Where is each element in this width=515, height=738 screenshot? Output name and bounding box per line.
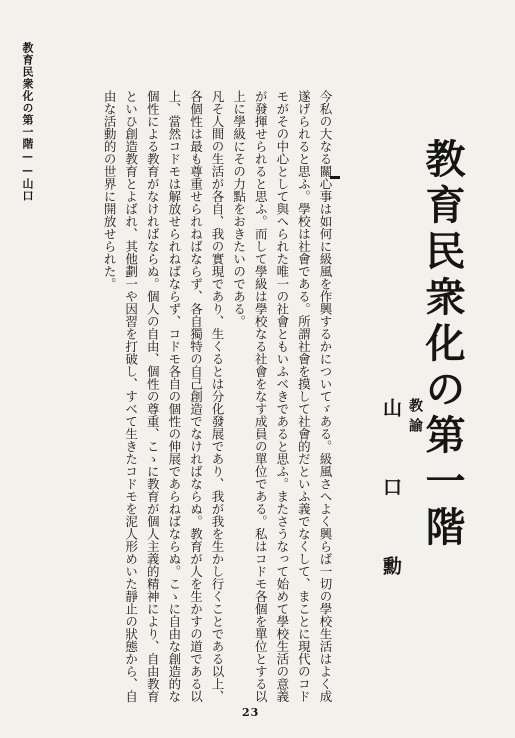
- paragraph-2: 凡そ人間の生活が各自、我の實現であり、生くるとは分化發展であり、我が我を生かし行くことである以上、各個性は最も尊重せられねばならず、各自獨特の自己創造でなければならぬ。教育が人を生かすの道である以上、當然コドモは解放せられねばならず、コドモ各自の個性の伸展であらねばならぬ。こゝに自由な創造的な個性による教育がなければならぬ。個人の自由、個性の尊重、こゝに教育が個人主義的精神により、自由教育といひ創造教育とよばれ、其他劃一や因習を打破し、すべて生きたコドモを泥人形めいた靜止の狀態から、自由な活動的の世界に開放せられた。: [102, 90, 226, 703]
- author-byline: [378, 398, 425, 718]
- article-body: [36, 90, 336, 710]
- running-header: 教育民衆化の第一階——山口: [21, 42, 34, 202]
- paragraph-1: 今私の大なる關心事は如何に級風を作興するかについてゞある。級風さへよく興らば一切の學校生活はよく成遂げられると思ふ。學校は社會である。所謂社會を摸して社會的だといふ義でなくして、まことに現代のコドモがその中心として與へられた唯一の社會ともいふべきであると思ふ。またさうなって始めて學校生活の意義が發揮せられると思ふ。而して學級は學校なる社會をなす成員の單位である。私はコドモ各個を單位とする以上に學級にその力點をおきたいのである。: [231, 90, 333, 703]
- author-name: 山口勳: [380, 398, 402, 635]
- article-title: 教育民衆化の第一階: [419, 138, 466, 552]
- page-number: 23: [242, 706, 260, 719]
- author-role: 教諭: [407, 398, 423, 438]
